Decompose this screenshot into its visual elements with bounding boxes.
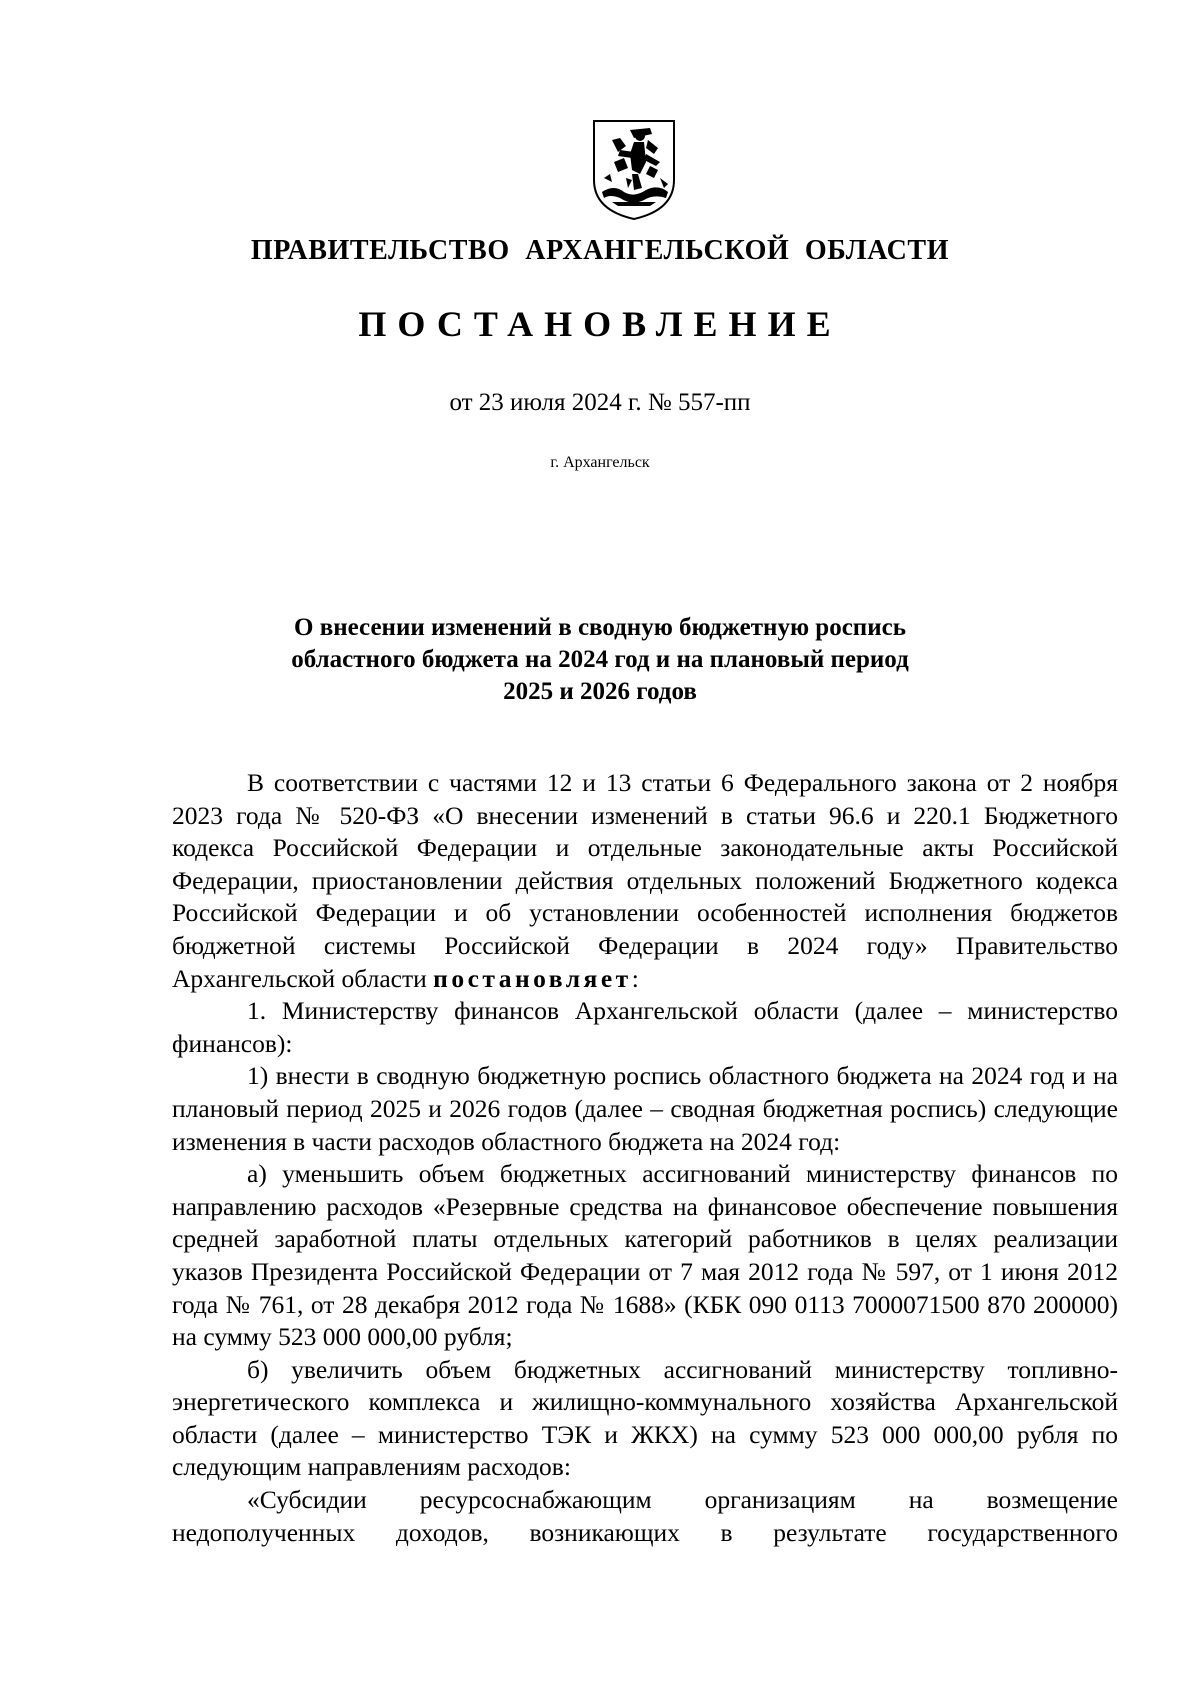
city-name: г. Архангельск (550, 454, 650, 471)
subsidies-paragraph: «Субсидии ресурсоснабжающим организациям на возмещение недополученных доходов, возникающих в результате государственного (172, 1485, 1118, 1547)
preamble-paragraph (172, 767, 1118, 995)
government-name: ПРАВИТЕЛЬСТВО АРХАНГЕЛЬСКОЙ ОБЛАСТИ (250, 235, 950, 266)
resolves-word: постановляет (433, 963, 632, 993)
subject-line: О внесении изменений в сводную бюджетную роспись (294, 614, 906, 641)
decree-subject-title (0, 612, 1200, 708)
coat-of-arms-emblem (590, 118, 678, 222)
document-type-title: ПОСТАНОВЛЕНИЕ (358, 304, 842, 344)
clause-1-paragraph: 1. Министерству финансов Архангельской области (далее – министерство финансов): (172, 996, 1118, 1058)
preamble-colon: : (631, 963, 639, 993)
preamble-text: В соответствии с частями 12 и 13 статьи 6 Федерального закона от 2 ноября 2023 года № 520-ФЗ «О внесении изменений в статьи 96.6 и 220.1 Бюджетного кодекса Российской Федерации и отдельные законодательные акты Российской Федерации, приостановлении действия отдельных положений Бюджетного кодекса Российской Федерации и об установлении особенностей исполнения бюджетов бюджетной системы Российской Федерации в 2024 году» Правительство Архангельской области (172, 768, 1118, 993)
subclause-1-paragraph: 1) внести в сводную бюджетную роспись областного бюджета на 2024 год и на плановый период 2025 и 2026 годов (далее – сводная бюджетная роспись) следующие изменения в части расходов областного бюджета на 2024 год: (172, 1061, 1118, 1156)
subject-line: 2025 и 2026 годов (503, 678, 697, 705)
item-a-paragraph: а) уменьшить объем бюджетных ассигнований министерству финансов по направлению расходов «Резервные средства на финансовое обеспечение повышения средней заработной платы отдельных категорий работников в целях реализации указов Президента Российской Федерации от 7 мая 2012 года № 597, от 1 июня 2012 года № 761, от 28 декабря 2012 года № 1688» (КБК 090 0113 7000071500 870 200000) на сумму 523 000 000,00 рубля; (172, 1159, 1118, 1352)
decree-date-number: от 23 июля 2024 г. № 557-пп (449, 389, 751, 416)
subject-line: областного бюджета на 2024 год и на плановый период (291, 646, 909, 673)
decree-body (172, 767, 1118, 1549)
item-b-paragraph: б) увеличить объем бюджетных ассигнований министерству топливно-энергетического комплекса и жилищно-коммунального хозяйства Архангельской области (далее – министерство ТЭК и ЖКХ) на сумму 523 000 000,00 рубля по следующим направлениям расходов: (172, 1354, 1118, 1482)
